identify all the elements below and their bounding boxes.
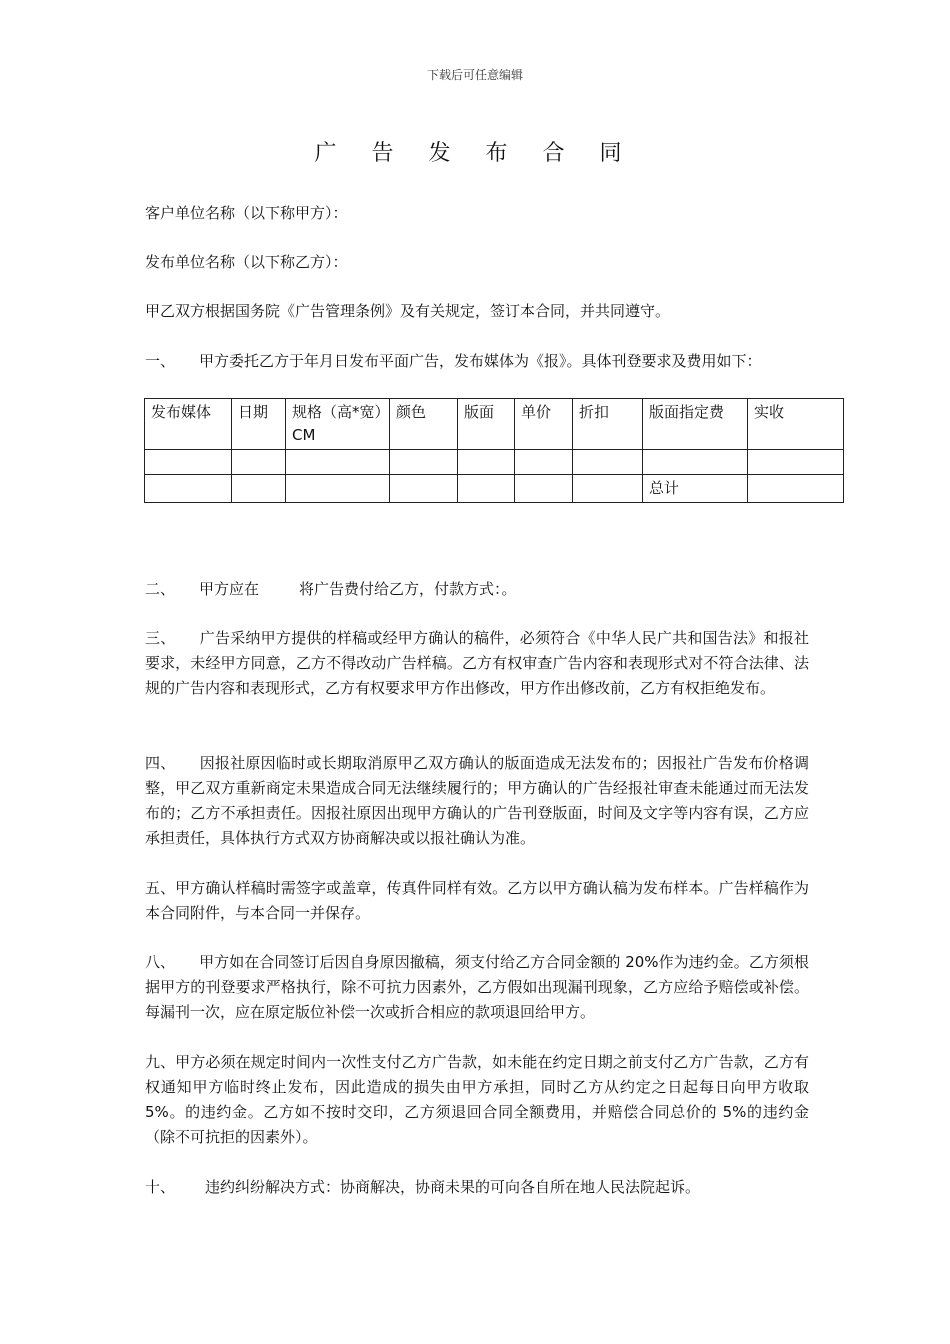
clause-10-text: 违约纠纷解决方式：协商解决，协商未果的可向各自所在地人民法院起诉。 — [205, 1178, 701, 1196]
table-cell — [286, 475, 390, 503]
clause-4 — [145, 751, 809, 851]
clause-10-number: 十、 — [145, 1178, 176, 1196]
clause-1 — [145, 349, 815, 374]
table-cell — [643, 450, 748, 475]
clause-2-text-a: 甲方应在 — [199, 580, 260, 598]
table-cell — [145, 475, 232, 503]
clause-3-text: 广告采纳甲方提供的样稿或经甲方确认的稿件，必须符合《中华人民广共和国告法》和报社要求，未经甲方同意，乙方不得改动广告样稿。乙方有权审查广告内容和表现形式对不符合法律、法规的广告内容和表现形式，乙方有权要求甲方作出修改，甲方作出修改前，乙方有权拒绝发布。 — [145, 629, 809, 697]
table-cell — [390, 475, 458, 503]
table-cell — [458, 475, 515, 503]
clause-8-number: 八、 — [145, 953, 176, 971]
publisher-name-line: 发布单位名称（以下称乙方）： — [145, 253, 348, 271]
table-total-row — [145, 475, 844, 503]
table-cell — [573, 475, 643, 503]
clause-4-number: 四、 — [145, 754, 176, 772]
clause-5: 五、甲方确认样稿时需签字或盖章，传真件同样有效。乙方以甲方确认稿为发布样本。广告样稿作为本合同附件，与本合同一并保存。 — [145, 879, 809, 922]
intro-text: 甲乙双方根据国务院《广告管理条例》及有关规定，签订本合同，并共同遵守。 — [145, 302, 671, 320]
table-header-cell: 发布媒体 — [145, 399, 232, 450]
table-cell — [232, 475, 286, 503]
table-header-row — [145, 399, 844, 450]
table-header-cell: 规格（高*宽）CM — [286, 399, 390, 450]
table-header-cell: 折扣 — [573, 399, 643, 450]
table-cell — [515, 475, 573, 503]
table-header-cell: 颜色 — [390, 399, 458, 450]
table-cell — [748, 475, 844, 503]
table-cell — [145, 450, 232, 475]
table-header-cell: 单价 — [515, 399, 573, 450]
fee-table — [144, 398, 844, 503]
customer-name-line: 客户单位名称（以下称甲方）： — [145, 204, 348, 222]
table-row — [145, 450, 844, 475]
table-cell — [390, 450, 458, 475]
clause-10 — [145, 1175, 815, 1200]
clause-8-text: 甲方如在合同签订后因自身原因撤稿，须支付给乙方合同金额的 20%作为违约金。乙方须根据甲方的刊登要求严格执行，除不可抗力因素外，乙方假如出现漏刊现象，乙方应给予赔偿或补偿。每漏刊一次，应在原定版位补偿一次或折合相应的款项退回给甲方。 — [145, 953, 809, 1021]
clause-3 — [145, 626, 809, 701]
clause-2-text-b: 将广告费付给乙方，付款方式：。 — [299, 580, 517, 598]
clause-1-text: 甲方委托乙方于年月日发布平面广告，发布媒体为《报》。具体刊登要求及费用如下： — [199, 352, 762, 370]
table-cell — [515, 450, 573, 475]
table-cell — [573, 450, 643, 475]
clause-9: 九、甲方必须在规定时间内一次性支付乙方广告款，如未能在约定日期之前支付乙方广告款，乙方有权通知甲方临时终止发布，因此造成的损失由甲方承担，同时乙方从约定之日起每日向甲方收取 5%。的违约金。乙方如不按时交印，乙方须退回合同全额费用，并赔偿合同总价的 5%的违约金（除不可抗拒的因素外）。 — [145, 1053, 809, 1146]
table-cell — [232, 450, 286, 475]
table-header-cell: 日期 — [232, 399, 286, 450]
clause-4-text: 因报社原因临时或长期取消原甲乙双方确认的版面造成无法发布的；因报社广告发布价格调整，甲乙双方重新商定未果造成合同无法继续履行的；甲方确认的广告经报社审查未能通过而无法发布的；乙方不承担责任。因报社原因出现甲方确认的广告刊登版面，时间及文字等内容有误，乙方应承担责任，具体执行方式双方协商解决或以报社确认为准。 — [145, 754, 809, 847]
table-header-cell: 实收 — [748, 399, 844, 450]
clause-1-number: 一、 — [145, 352, 176, 370]
table-total-label: 总计 — [643, 475, 748, 503]
table-cell — [286, 450, 390, 475]
clause-2 — [145, 577, 815, 602]
table-cell — [458, 450, 515, 475]
clause-8 — [145, 950, 809, 1025]
header-note: 下载后可任意编辑 — [426, 68, 523, 82]
document-title: 广 告 发 布 合 同 — [314, 141, 636, 166]
table-header-cell: 版面 — [458, 399, 515, 450]
table-cell — [748, 450, 844, 475]
table-header-cell: 版面指定费 — [643, 399, 748, 450]
clause-3-number: 三、 — [145, 629, 176, 647]
clause-2-number: 二、 — [145, 580, 176, 598]
